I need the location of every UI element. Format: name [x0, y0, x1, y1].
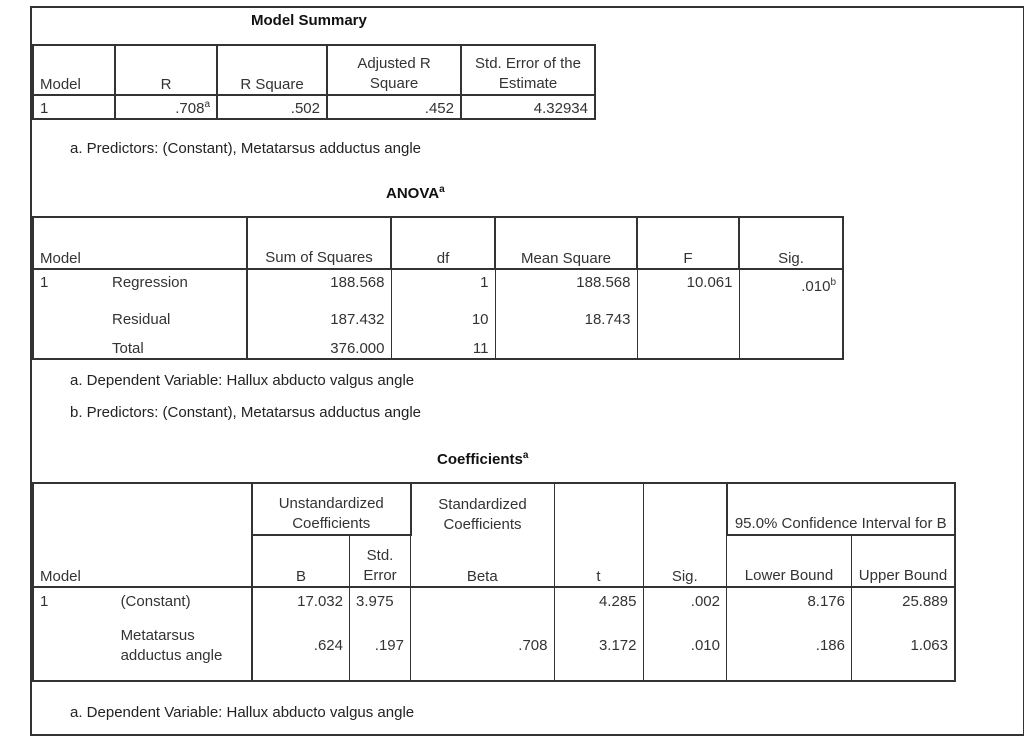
cell-variable: (Constant)	[120, 593, 191, 610]
cell-sum-sq: 376.000	[247, 329, 391, 359]
anova-table	[32, 216, 844, 360]
header-sig: Sig.	[739, 217, 843, 269]
table-row	[33, 269, 843, 299]
header-std-error: Std. Error of the Estimate	[461, 45, 595, 95]
cell-b: .624	[252, 611, 350, 681]
header-mean-square: Mean Square	[495, 217, 637, 269]
cell-r: .708$^a$	[115, 95, 217, 119]
cell-source: Residual	[112, 311, 171, 328]
cell-df: 10	[391, 299, 495, 329]
model-summary-footnote-a: a. Predictors: (Constant), Metatarsus adductus angle	[70, 140, 422, 157]
coefficients-table	[32, 482, 956, 682]
cell-beta	[411, 587, 555, 611]
header-unstandardized: Unstandardized Coefficients	[252, 483, 411, 535]
cell-sig: .010$^b$	[739, 269, 843, 299]
cell-mean-sq	[495, 329, 637, 359]
header-df: df	[391, 217, 495, 269]
anova-footnote-a: a. Dependent Variable: Hallux abducto valgus angle	[70, 372, 415, 389]
cell-variable: Metatarsus adductus angle	[115, 611, 252, 681]
header-r: R	[115, 45, 217, 95]
cell-sum-sq: 187.432	[247, 299, 391, 329]
cell-df: 1	[391, 269, 495, 299]
cell-model-number: 1	[33, 269, 106, 299]
header-sig: Sig.	[643, 535, 727, 587]
cell-lower: 8.176	[727, 587, 852, 611]
table-row	[33, 329, 843, 359]
cell-f	[637, 299, 739, 329]
cell-std-error: .197	[350, 611, 411, 681]
header-standardized: Standardized Coefficients	[411, 483, 555, 535]
cell-source: Total	[106, 329, 247, 359]
cell-source: Regression	[112, 274, 188, 291]
anova-title: ANOVA$^a$	[386, 184, 445, 202]
header-model: Model	[33, 217, 247, 269]
cell-sig: .002	[643, 587, 727, 611]
header-t: t	[554, 535, 643, 587]
header-f: F	[637, 217, 739, 269]
header-r-square: R Square	[217, 45, 327, 95]
table-row	[33, 299, 843, 329]
header-sum-of-squares: Sum of Squares	[247, 217, 391, 269]
cell-f	[637, 329, 739, 359]
cell-sig	[739, 299, 843, 329]
anova-footnote-b: b. Predictors: (Constant), Metatarsus adductus angle	[70, 404, 422, 421]
cell-sig	[739, 329, 843, 359]
coefficients-footnote-a: a. Dependent Variable: Hallux abducto valgus angle	[70, 704, 415, 721]
model-summary-table	[32, 44, 596, 120]
cell-t: 3.172	[554, 611, 643, 681]
cell-beta: .708	[411, 611, 555, 681]
cell-r-square: .502	[217, 95, 327, 119]
header-model: Model	[33, 45, 115, 95]
cell-sig: .010	[643, 611, 727, 681]
header-model: Model	[33, 483, 252, 587]
model-summary-title: Model Summary	[251, 12, 367, 29]
header-confidence-interval: 95.0% Confidence Interval for B	[727, 483, 956, 535]
cell-std-error: 4.32934	[461, 95, 595, 119]
header-upper-bound: Upper Bound	[852, 535, 956, 587]
cell-df: 11	[391, 329, 495, 359]
header-b: B	[252, 535, 350, 587]
table-row	[33, 587, 955, 611]
cell-lower: .186	[727, 611, 852, 681]
cell-std-error: 3.975	[350, 587, 411, 611]
cell-mean-sq: 18.743	[495, 299, 637, 329]
cell-adj-r-square: .452	[327, 95, 461, 119]
header-std-error: Std. Error	[350, 535, 411, 587]
cell-mean-sq: 188.568	[495, 269, 637, 299]
header-adj-r-square: Adjusted R Square	[327, 45, 461, 95]
cell-model: 1	[33, 95, 115, 119]
cell-b: 17.032	[252, 587, 350, 611]
cell-upper: 1.063	[852, 611, 956, 681]
header-lower-bound: Lower Bound	[727, 535, 852, 587]
table-row	[33, 611, 955, 681]
coefficients-title: Coefficients$^a$	[437, 450, 529, 468]
cell-t: 4.285	[554, 587, 643, 611]
cell-upper: 25.889	[852, 587, 956, 611]
cell-sum-sq: 188.568	[247, 269, 391, 299]
header-beta: Beta	[411, 535, 555, 587]
cell-model-number: 1	[33, 587, 115, 611]
cell-f: 10.061	[637, 269, 739, 299]
